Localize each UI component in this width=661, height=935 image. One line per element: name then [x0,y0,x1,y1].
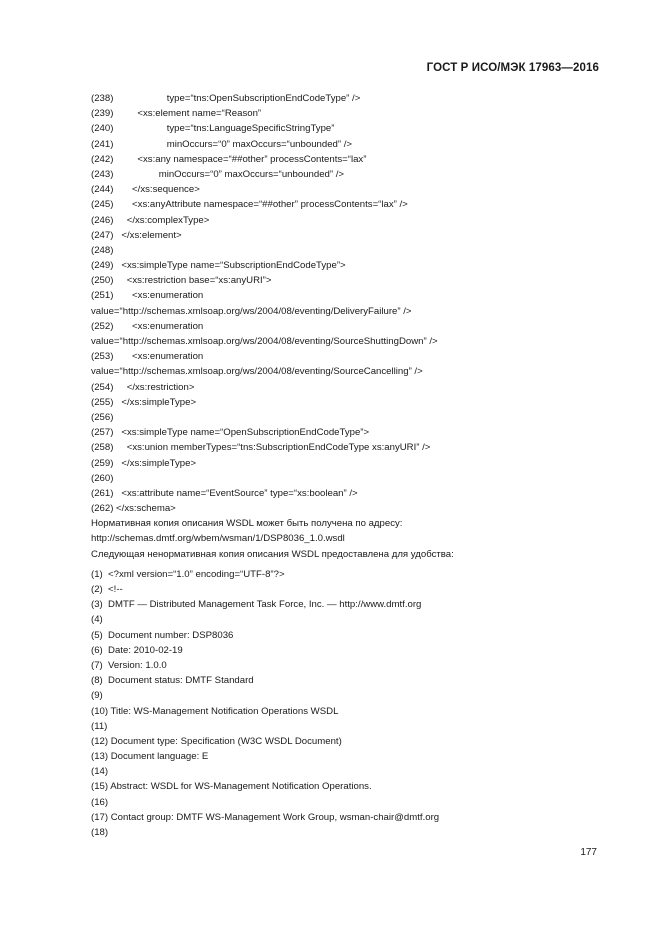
code-line: (9) [91,690,103,702]
document-header: ГОСТ Р ИСО/МЭК 17963—2016 [426,62,599,74]
code-line: (7) Version: 1.0.0 [91,659,167,671]
code-line: (18) [91,827,109,838]
code-line: (253) <xs:enumeration [91,351,204,363]
code-line: (254) </xs:restriction> [91,381,195,393]
code-line: value=“http://schemas.xmlsoap.org/ws/2004/08/eventing/SourceCancelling” /> [91,366,423,378]
code-line: (243) minOccurs=“0” maxOccurs=“unbounded” /> [91,168,344,180]
code-line: (242) <xs:any namespace=“##other” processContents=“lax” [91,153,367,165]
code-line: (252) <xs:enumeration [91,320,204,332]
code-line: (1) <?xml version=“1.0” encoding=“UTF-8”?> [91,568,285,580]
code-line: value=“http://schemas.xmlsoap.org/ws/2004/08/eventing/SourceShuttingDown” /> [91,336,438,347]
code-line: (13) Document language: E [91,751,209,763]
code-line: (262) </xs:schema> [91,503,176,515]
page-number: 177 [580,847,597,858]
normative-note: Нормативная копия описания WSDL может быть получена по адресу: [91,518,403,530]
code-line: (12) Document type: Specification (W3C WSDL Document) [91,735,342,747]
code-line: (4) [91,614,103,626]
code-line: (257) <xs:simpleType name=“OpenSubscriptionEndCodeType”> [91,427,370,439]
code-line: (2) <!-- [91,584,123,595]
code-line: (239) <xs:element name=“Reason” [91,108,262,120]
code-line: (251) <xs:enumeration [91,290,204,302]
code-line: (250) <xs:restriction base=“xs:anyURI”> [91,275,272,287]
code-line: (6) Date: 2010-02-19 [91,644,183,656]
code-line: (247) </xs:element> [91,229,182,241]
normative-url: http://schemas.dmtf.org/wbem/wsman/1/DSP8036_1.0.wsdl [91,533,345,545]
code-line: (260) [91,472,114,484]
code-line: (8) Document status: DMTF Standard [91,675,254,687]
code-line: (10) Title: WS-Management Notification Operations WSDL [91,705,339,717]
code-line: (11) [91,720,108,732]
code-line: (246) </xs:complexType> [91,214,210,226]
code-line: (249) <xs:simpleType name=“SubscriptionEndCodeType”> [91,260,346,272]
code-line: (16) [91,796,109,808]
code-line: (245) <xs:anyAttribute namespace=“##other” processContents=“lax” /> [91,199,408,211]
code-line: value=“http://schemas.xmlsoap.org/ws/2004/08/eventing/DeliveryFailure” /> [91,305,412,317]
code-line: (244) </xs:sequence> [91,184,200,196]
code-line: (255) </xs:simpleType> [91,396,197,408]
code-line: (240) type=“tns:LanguageSpecificStringType” [91,123,335,135]
code-line: (261) <xs:attribute name=“EventSource” type=“xs:boolean” /> [91,487,358,499]
xsd-listing [91,91,591,516]
code-line: (17) Contact group: DMTF WS-Management Work Group, wsman-chair@dmtf.org [91,811,440,823]
code-line: (248) [91,244,114,256]
page-body [91,91,591,840]
code-line: (5) Document number: DSP8036 [91,629,234,641]
informative-note: Следующая ненормативная копия описания WSDL предоставлена для удобства: [91,548,454,560]
code-line: (256) [91,411,114,423]
code-line: (241) minOccurs=“0” maxOccurs=“unbounded” /> [91,138,352,150]
prose-block [91,516,591,562]
code-line: (258) <xs:union memberTypes=“tns:SubscriptionEndCodeType xs:anyURI” /> [91,442,431,454]
code-line: (3) DMTF — Distributed Management Task Force, Inc. — http://www.dmtf.org [91,599,422,611]
code-line: (15) Abstract: WSDL for WS-Management Notification Operations. [91,781,372,793]
wsdl-listing [91,567,591,840]
code-line: (238) type=“tns:OpenSubscriptionEndCodeType” /> [91,93,361,104]
code-line: (14) [91,766,109,778]
code-line: (259) </xs:simpleType> [91,457,197,469]
